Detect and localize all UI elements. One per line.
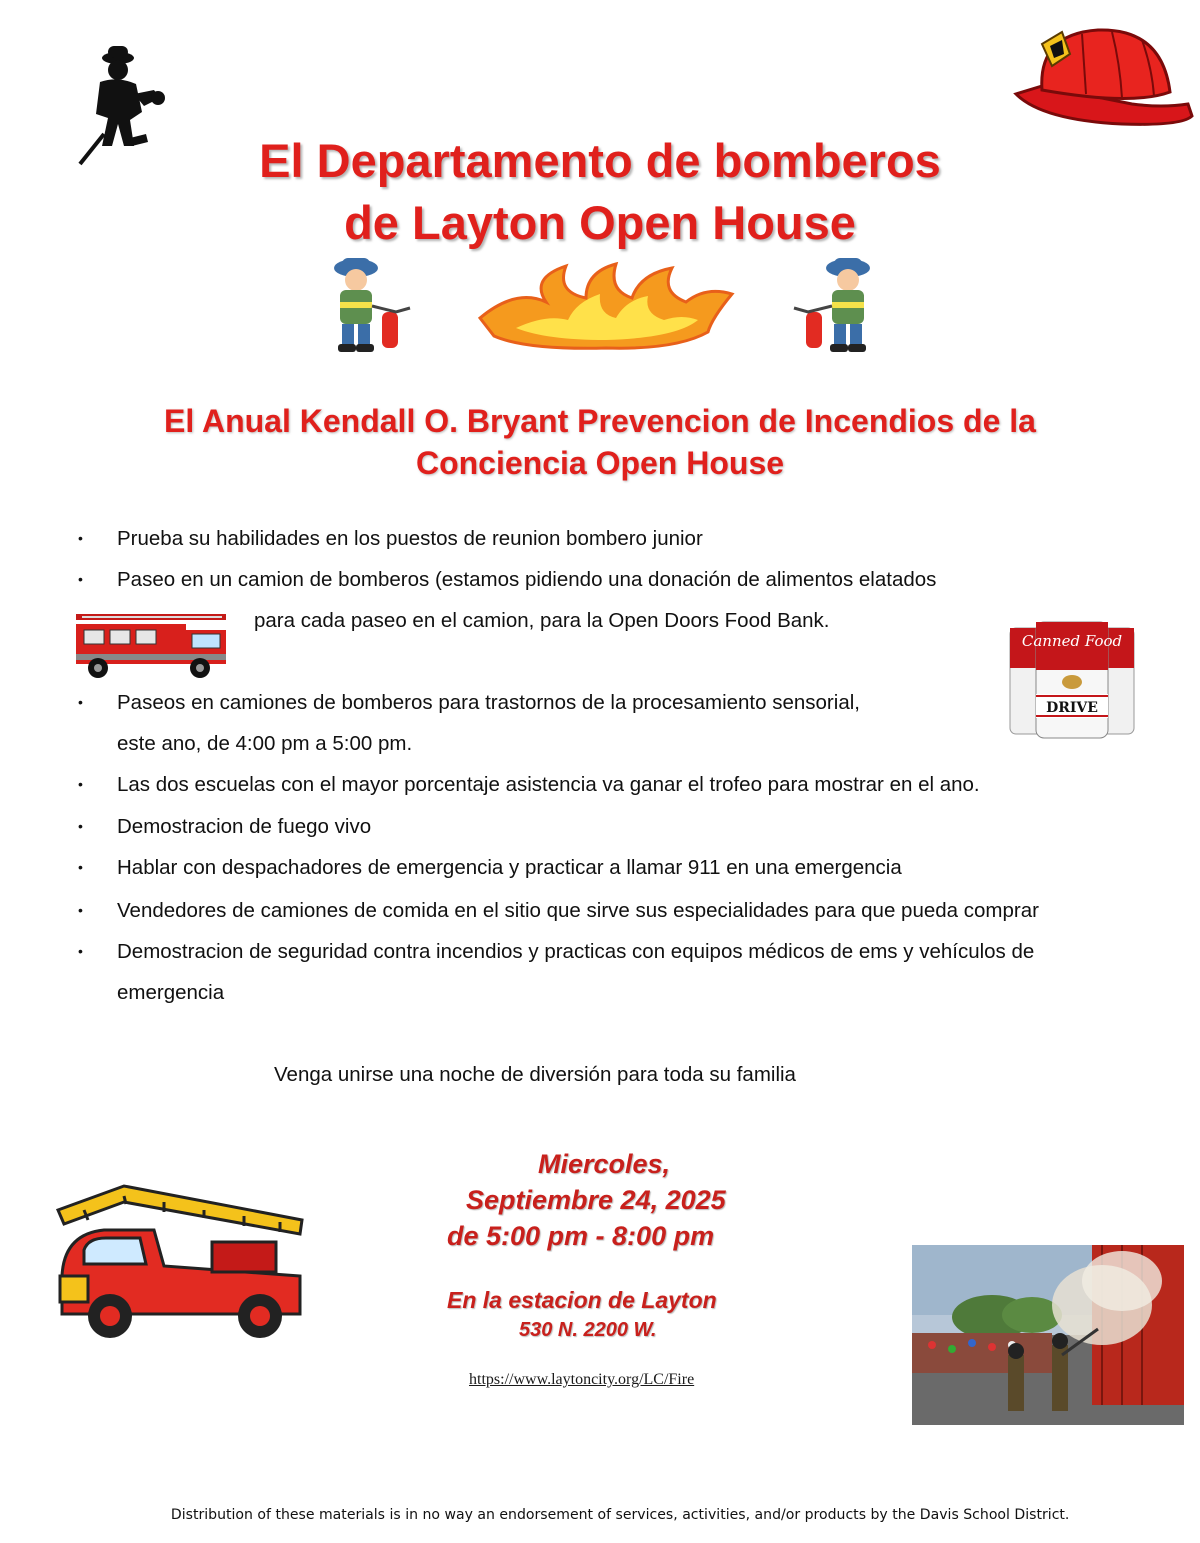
can-label-top: Canned Food bbox=[1021, 632, 1123, 650]
fire-department-link[interactable]: https://www.laytoncity.org/LC/Fire bbox=[469, 1371, 695, 1388]
fire-demo-photo bbox=[912, 1245, 1184, 1425]
bullet-marker: • bbox=[78, 902, 83, 918]
list-item: Vendedores de camiones de comida en el sitio que sirve sus especialidades para que pueda comprar bbox=[117, 899, 1039, 922]
list-item-continuation: emergencia bbox=[117, 981, 225, 1004]
event-address: 530 N. 2200 W. bbox=[519, 1319, 657, 1341]
list-item: Hablar con despachadores de emergencia y practicar a llamar 911 en una emergencia bbox=[117, 856, 902, 879]
list-item: Paseo en un camion de bomberos (estamos pidiendo una donación de alimentos elatados bbox=[117, 568, 937, 591]
event-day: Miercoles, bbox=[538, 1149, 671, 1179]
bullet-marker: • bbox=[78, 943, 83, 959]
fire-helmet-icon bbox=[1012, 24, 1196, 138]
list-item: Las dos escuelas con el mayor porcentaje asistencia va ganar el trofeo para mostrar en el ano. bbox=[117, 773, 980, 796]
list-item: Demostracion de fuego vivo bbox=[117, 815, 372, 838]
bullet-marker: • bbox=[78, 694, 83, 710]
bullet-marker: • bbox=[78, 571, 83, 587]
event-date: Septiembre 24, 2025 bbox=[466, 1185, 726, 1215]
list-item-continuation: este ano, de 4:00 pm a 5:00 pm. bbox=[117, 732, 413, 755]
invite-text: Venga unirse una noche de diversión para toda su familia bbox=[274, 1063, 796, 1086]
kid-firefighter-icon bbox=[318, 254, 418, 354]
fire-truck-icon bbox=[72, 610, 232, 682]
bullet-marker: • bbox=[78, 776, 83, 792]
subtitle-line-1: El Anual Kendall O. Bryant Prevencion de Incendios de la bbox=[164, 403, 1036, 439]
event-time: de 5:00 pm - 8:00 pm bbox=[447, 1221, 715, 1251]
subtitle-line-2: Conciencia Open House bbox=[415, 445, 785, 481]
list-item: Demostracion de seguridad contra incendios y practicas con equipos médicos de ems y vehículos de bbox=[117, 940, 1035, 963]
list-item: Prueba su habilidades en los puestos de reunion bombero junior bbox=[117, 527, 703, 550]
bullet-marker: • bbox=[78, 818, 83, 834]
ladder-truck-icon bbox=[54, 1180, 310, 1348]
list-item: Paseos en camiones de bomberos para trastornos de la procesamiento sensorial, bbox=[117, 691, 860, 714]
can-label-bottom: DRIVE bbox=[1046, 700, 1098, 716]
flame-icon bbox=[476, 258, 736, 350]
page-title-line-2: de Layton Open House bbox=[344, 196, 856, 249]
kid-firefighter-icon bbox=[786, 254, 886, 354]
canned-food-icon bbox=[1008, 620, 1136, 740]
list-item-continuation: para cada paseo en el camion, para la Open Doors Food Bank. bbox=[254, 609, 830, 632]
disclaimer bbox=[0, 1503, 1200, 1527]
event-location: En la estacion de Layton bbox=[447, 1287, 717, 1313]
page-title-line-1: El Departamento de bomberos bbox=[259, 134, 941, 187]
bullet-marker: • bbox=[78, 859, 83, 875]
disclaimer-text: Distribution of these materials is in no way an endorsement of services, activities, and/or products by the Davis School District. bbox=[171, 1507, 1070, 1523]
bullet-marker: • bbox=[78, 530, 83, 546]
